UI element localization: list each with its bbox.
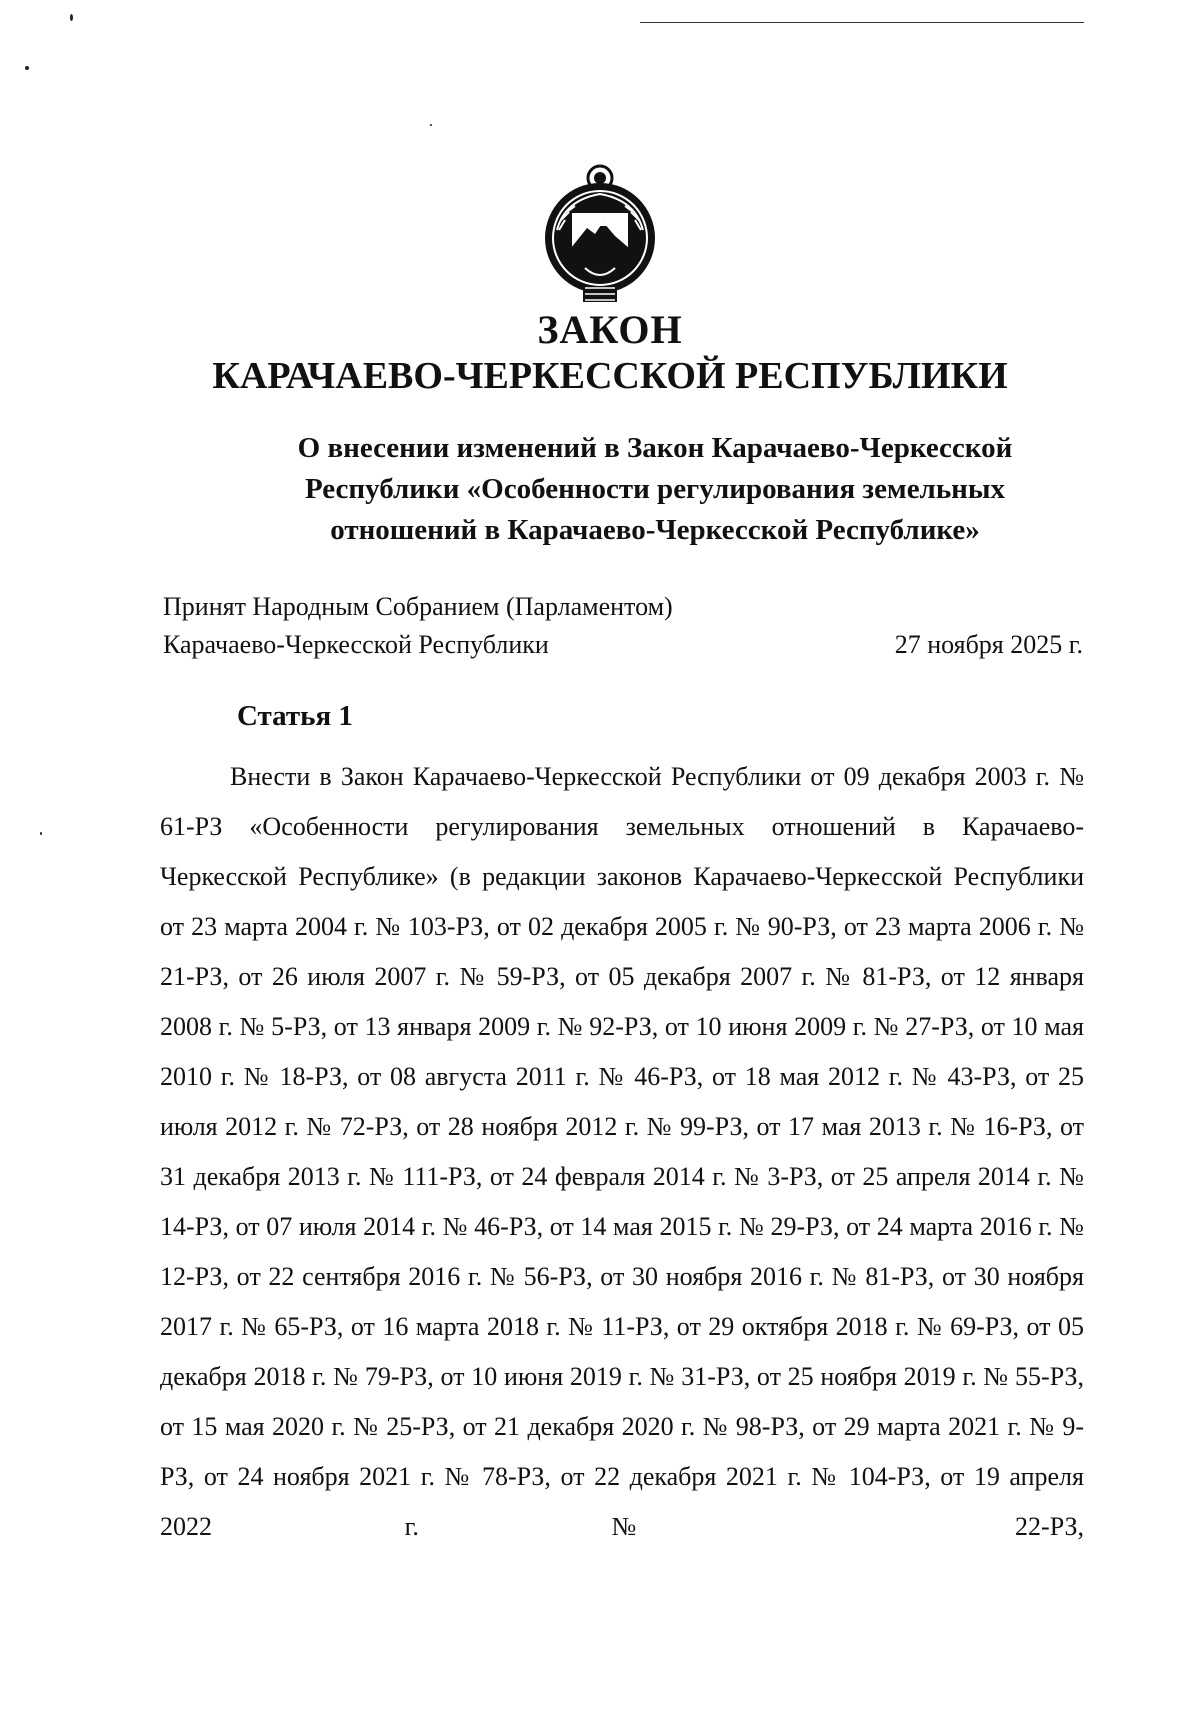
adoption-info (163, 588, 1083, 664)
article-body-text: Внести в Закон Карачаево-Черкесской Республики от 09 декабря 2003 г. № 61-РЗ «Особенности регулирования земельных отношений в Карачаево-Черкесской Республике» (в редакции законов Карачаево-Черкесской Республики от 23 марта 2004 г. № 103-РЗ, от 02 декабря 2005 г. № 90-РЗ, от 23 марта 2006 г. № 21-РЗ, от 26 июля 2007 г. № 59-РЗ, от 05 декабря 2007 г. № 81-РЗ, от 12 января 2008 г. № 5-РЗ, от 13 января 2009 г. № 92-РЗ, от 10 июня 2009 г. № 27-РЗ, от 10 мая 2010 г. № 18-РЗ, от 08 августа 2011 г. № 46-РЗ, от 18 мая 2012 г. № 43-РЗ, от 25 июля 2012 г. № 72-РЗ, от 28 ноября 2012 г. № 99-РЗ, от 17 мая 2013 г. № 16-РЗ, от 31 декабря 2013 г. № 111-РЗ, от 24 февраля 2014 г. № 3-РЗ, от 25 апреля 2014 г. № 14-РЗ, от 07 июля 2014 г. № 46-РЗ, от 14 мая 2015 г. № 29-РЗ, от 24 марта 2016 г. № 12-РЗ, от 22 сентября 2016 г. № 56-РЗ, от 30 ноября 2016 г. № 81-РЗ, от 30 ноября 2017 г. № 65-РЗ, от 16 марта 2018 г. № 11-РЗ, от 29 октября 2018 г. № 69-РЗ, от 05 декабря 2018 г. № 79-РЗ, от 10 июня 2019 г. № 31-РЗ, от 25 ноября 2019 г. № 55-РЗ, от 15 мая 2020 г. № 25-РЗ, от 21 декабря 2020 г. № 98-РЗ, от 29 марта 2021 г. № 9-РЗ, от 24 ноября 2021 г. № 78-РЗ, от 22 декабря 2021 г. № 104-РЗ, от 19 апреля 2022 г. № 22-РЗ, (160, 762, 1084, 1541)
scan-speck (70, 14, 73, 21)
adoption-line-1: Принят Народным Собранием (Парламентом) (163, 592, 673, 621)
coat-of-arms-icon (535, 160, 665, 310)
scan-speck (25, 66, 29, 70)
scan-speck (430, 124, 432, 126)
adoption-line-2: Карачаево-Черкесской Республики (163, 630, 549, 659)
scan-speck (40, 832, 42, 835)
document-type: ЗАКОН (537, 307, 683, 352)
adoption-date: 27 ноября 2025 г. (894, 630, 1083, 659)
law-subject-title: О внесении изменений в Закон Карачаево-Черкесской Республики «Особенности регулирования земельных отношений в Карачаево-Черкесской Республике» (297, 432, 1013, 546)
issuer-name: КАРАЧАЕВО-ЧЕРКЕССКОЙ РЕСПУБЛИКИ (212, 355, 1008, 397)
scan-artifact-line (640, 22, 1084, 23)
article-title: Статья 1 (237, 700, 353, 732)
